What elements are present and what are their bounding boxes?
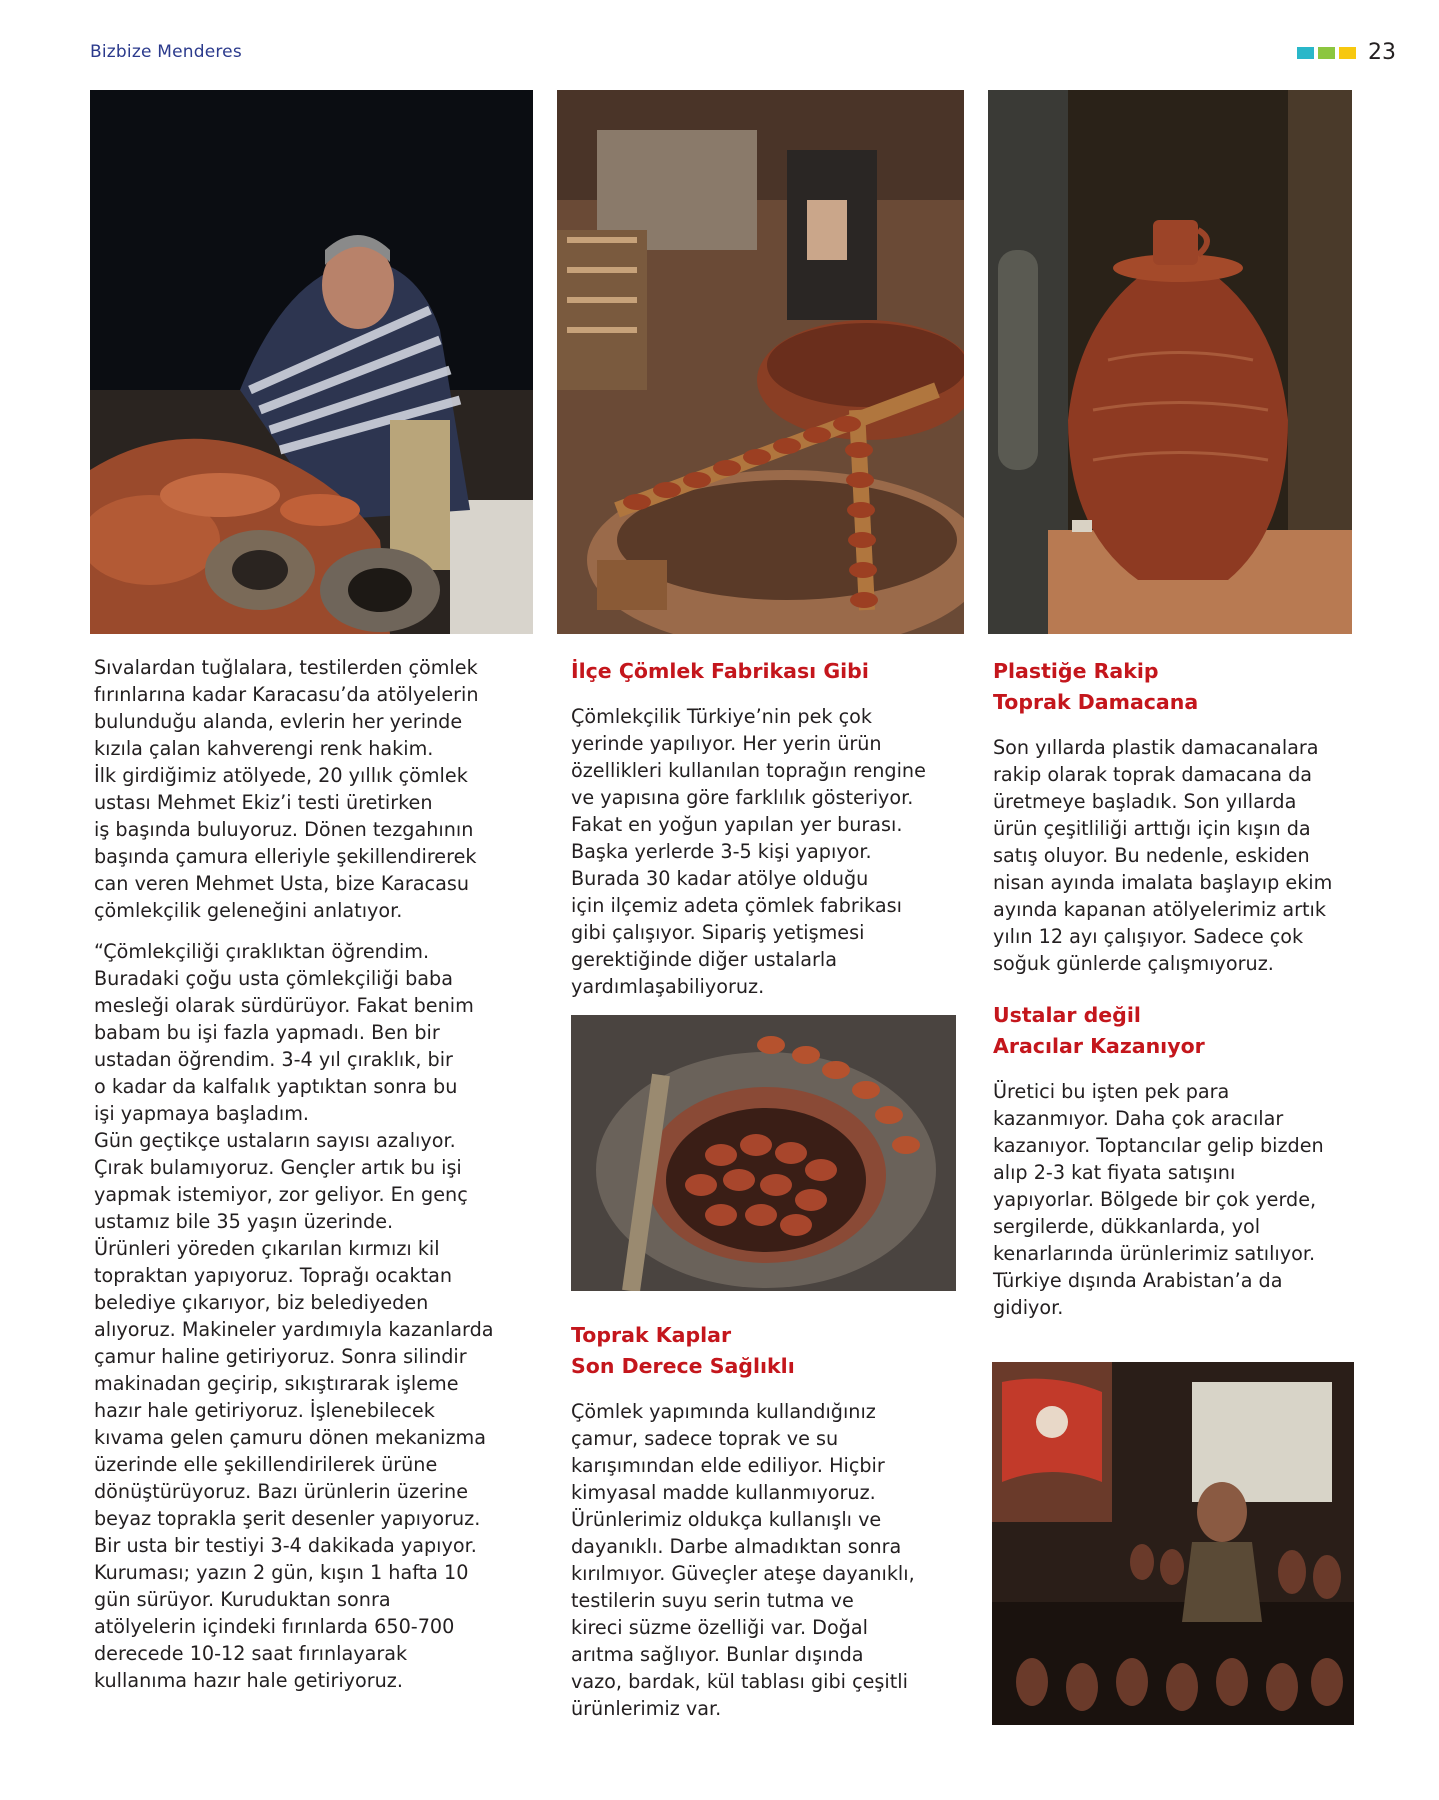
- page-marker: [1297, 42, 1396, 64]
- col2-paragraph-1: Çömlekçilik Türkiye’nin pek çok yerinde yapılıyor. Her yerin ürün özellikleri kullanılan toprağın rengine ve yapısına göre farklılık gösteriyor. Fakat en yoğun yapılan yer burası. Başka yerlerde 3-5 kişi yapıyor. Burada 30 kadar atölye olduğu için ilçemiz adeta çömlek fabrikası gibi çalışıyor. Sipariş yetişmesi gerektiğinde diğer ustalarla yardımlaşabiliyoruz.: [571, 705, 926, 998]
- photo-jar: [988, 90, 1352, 634]
- col3-paragraph-1: Son yıllarda plastik damacanalara rakip olarak toprak damacana da üretmeye başladık. Son yıllarda ürün çeşitliliği arttığı için kışın da satış oluyor. Bu nedenle, eskiden nisan ayında imalata başlayıp ekim ayında kapanan atölyelerimiz artık yılın 12 ayı çalışıyor. Sadece çok soğuk günlerde çalışmıyoruz.: [993, 736, 1333, 975]
- col1-paragraph-2: “Çömlekçiliği çıraklıktan öğrendim. Buradaki çoğu usta çömlekçiliği baba mesleği olarak sürdürüyor. Fakat benim babam bu işi fazla yapmadı. Ben bir ustadan öğrendim. 3-4 yıl çıraklık, bir o kadar da kalfalık yaptıktan sonra bu işi yapmaya başladım. Gün geçtikçe ustaların sayısı azalıyor. Çırak bulamıyoruz. Gençler artık bu işi yapmak istemiyor, zor geliyor. En genç ustamız bile 35 yaşın üzerinde. Ürünleri yöreden çıkarılan kırmızı kil topraktan yapıyoruz. Toprağı ocaktan belediye çıkarıyor, biz belediyeden alıyoruz. Makineler yardımıyla kazanlarda çamur haline getiriyoruz. Sonra silindir makinadan geçirip, sıkıştırarak işleme hazır hale getiriyoruz. İşlenebilecek kıvama gelen çamuru dönen mekanizma üzerinde elle şekillendirilerek ürüne dönüştürüyoruz. Bazı ürünlerin üzerine beyaz toprakla şerit desenler yapıyoruz. Bir usta bir testiyi 3-4 dakikada yapıyor. Kuruması; yazın 2 gün, kışın 1 hafta 10 gün sürüyor. Kuruduktan sonra atölyelerin içindeki fırınlarda 650-700 derecede 10-12 saat fırınlayarak kullanıma hazır hale getiriyoruz.: [94, 940, 494, 1692]
- photo-wheel: [992, 1362, 1354, 1725]
- marker-square-yellow: [1339, 47, 1356, 59]
- photo-potter: [90, 90, 533, 634]
- column-3: [993, 656, 1368, 977]
- col2-paragraph-2: Çömlek yapımında kullandığınız çamur, sadece toprak ve su karışımından elde ediliyor. Hiçbir kimyasal madde kullanmıyoruz. Ürünlerimiz oldukça kullanışlı ve dayanıklı. Darbe almadıktan sonra kırılmıyor. Güveçler ateşe dayanıklı, testilerin suyu serin tutma ve kireci süzme özelliği var. Doğal arıtma sağlıyor. Bunlar dışında vazo, bardak, kül tablası gibi çeşitli ürünlerimiz var.: [571, 1400, 915, 1720]
- marker-square-cyan: [1297, 47, 1314, 59]
- marker-square-green: [1318, 47, 1335, 59]
- column-1: [94, 654, 549, 1694]
- col3-paragraph-2: Üretici bu işten pek para kazanmıyor. Daha çok aracılar kazanıyor. Toptancılar gelip bizden alıp 2-3 kat fiyata satışını yapıyorlar. Bölgede bir çok yerde, sergilerde, dükkanlarda, yol kenarlarında ürünlerimiz satılıyor. Türkiye dışında Arabistan’a da gidiyor.: [993, 1080, 1324, 1319]
- col3-heading-2: Ustalar değil Aracılar Kazanıyor: [993, 1003, 1205, 1058]
- column-2: [571, 656, 966, 1000]
- col1-paragraph-1: Sıvalardan tuğlalara, testilerden çömlek fırınlarına kadar Karacasu’da atölyelerin bulunduğu alanda, evlerin her yerinde kızıla çalan kahverengi renk hakim. İlk girdiğimiz atölyede, 20 yıllık çömlek ustası Mehmet Ekiz’i testi üretirken iş başında buluyoruz. Dönen tezgahının başında çamura elleriyle şekillendirerek can veren Mehmet Usta, bize Karacasu çömlekçilik geleneğini anlatıyor.: [94, 656, 479, 922]
- col2-heading-1: İlçe Çömlek Fabrikası Gibi: [571, 659, 869, 683]
- page-number: 23: [1368, 40, 1396, 65]
- column-2-lower: [571, 1320, 966, 1722]
- magazine-title: Bizbize Menderes: [90, 42, 242, 62]
- photo-kiln: [571, 1015, 956, 1291]
- col2-heading-2: Toprak Kaplar Son Derece Sağlıklı: [571, 1323, 795, 1378]
- column-3-lower: [993, 1000, 1368, 1321]
- col3-heading-1: Plastiğe Rakip Toprak Damacana: [993, 659, 1199, 714]
- photo-workshop: [557, 90, 964, 634]
